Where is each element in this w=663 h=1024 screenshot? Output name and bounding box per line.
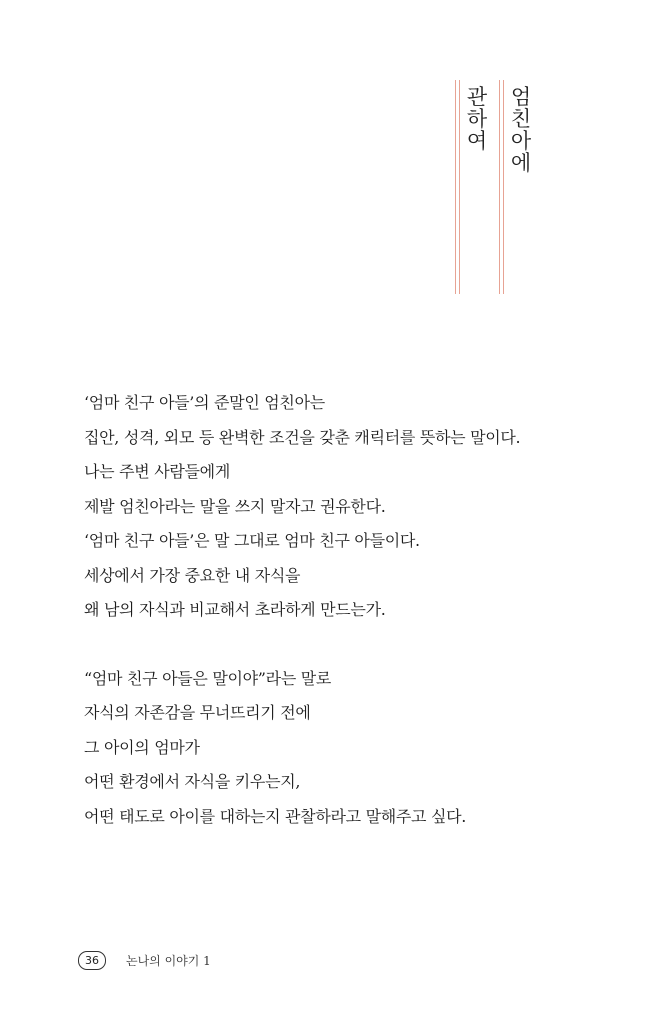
text-line: 그 아이의 엄마가 [84, 737, 200, 757]
text-line: 집안, 성격, 외모 등 완벽한 조건을 갖춘 캐릭터를 뜻하는 말이다. [84, 427, 521, 447]
paragraph-gap [84, 628, 604, 662]
paragraph [84, 662, 604, 835]
title-rule-line [503, 80, 504, 294]
title-rule-line [455, 80, 456, 294]
title-char: 친 [510, 107, 532, 131]
vertical-title [455, 80, 575, 296]
running-title: 논나의 이야기 1 [126, 954, 211, 968]
title-char: 엄 [510, 85, 532, 109]
text-line: 세상에서 가장 중요한 내 자식을 [84, 565, 301, 585]
text-line: 나는 주변 사람들에게 [84, 462, 230, 481]
title-rule-line [499, 80, 500, 294]
text-line: 왜 남의 자식과 비교해서 초라하게 만드는가. [84, 600, 386, 619]
text-line: 제발 엄친아라는 말을 쓰지 말자고 권유한다. [84, 496, 386, 516]
title-char: 아 [510, 129, 532, 153]
page-footer [78, 951, 211, 970]
title-char: 여 [466, 129, 488, 153]
title-char: 관 [466, 85, 488, 109]
text-line: 자식의 자존감을 무너뜨리기 전에 [84, 703, 311, 722]
title-column-left [465, 86, 489, 152]
title-char: 에 [510, 151, 532, 175]
body-text [84, 386, 604, 834]
text-line: “엄마 친구 아들은 말이야”라는 말로 [84, 668, 332, 688]
title-char: 하 [466, 107, 488, 131]
title-rule-line [459, 80, 460, 294]
page-number: 36 [78, 951, 106, 970]
title-column-right [509, 86, 533, 174]
text-line: 어떤 환경에서 자식을 키우는지, [84, 772, 301, 791]
text-line: ‘엄마 친구 아들’은 말 그대로 엄마 친구 아들이다. [84, 531, 420, 550]
text-line: 어떤 태도로 아이를 대하는지 관찰하라고 말해주고 싶다. [84, 806, 467, 826]
paragraph [84, 386, 604, 628]
text-line: ‘엄마 친구 아들’의 준말인 엄친아는 [84, 393, 325, 412]
